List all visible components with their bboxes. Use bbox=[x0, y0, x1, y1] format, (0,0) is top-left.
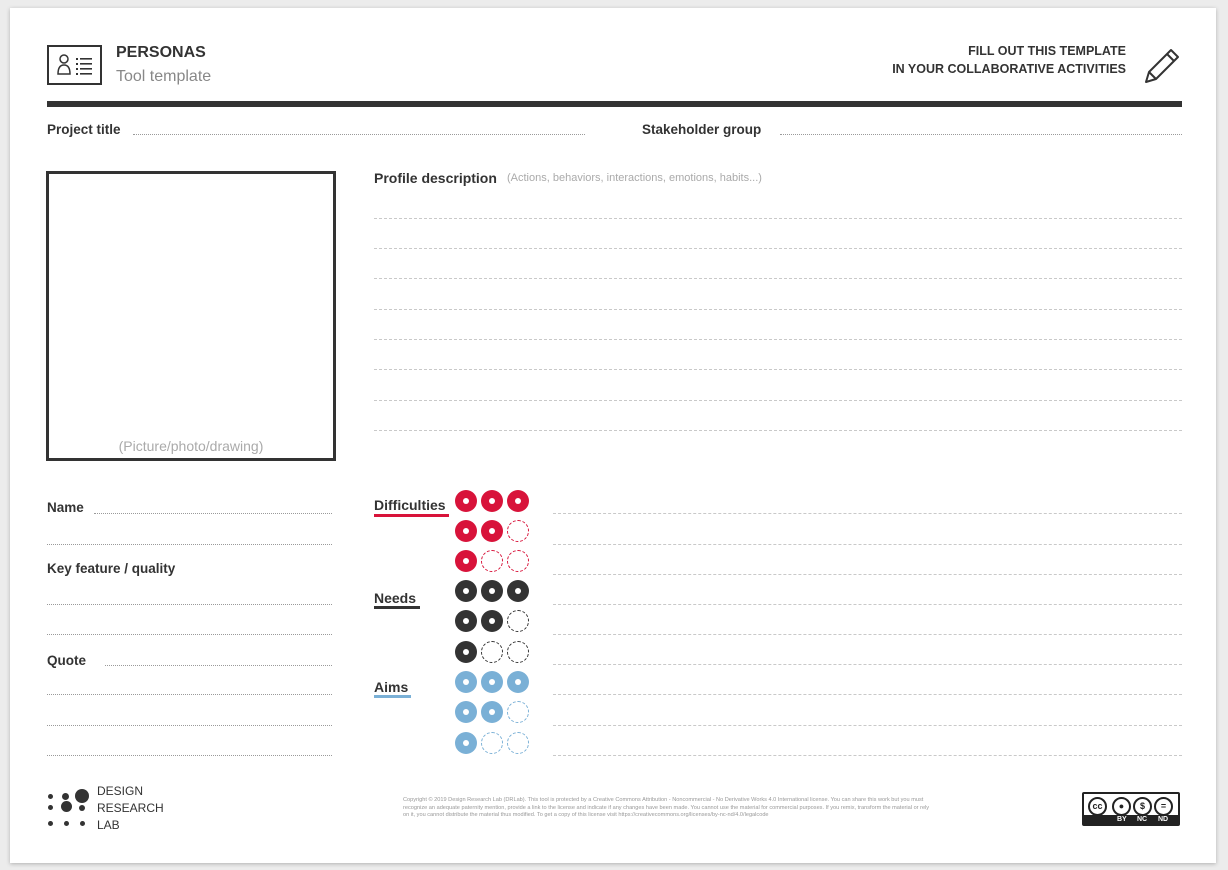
key-feature-line-1[interactable] bbox=[47, 604, 332, 605]
lab-line-3: LAB bbox=[97, 818, 120, 832]
cc-nc-text: NC bbox=[1137, 816, 1148, 823]
profile-description-label: Profile description bbox=[374, 170, 497, 186]
template-sheet bbox=[10, 8, 1216, 863]
quote-line-4[interactable] bbox=[47, 755, 332, 756]
difficulties-empty-circle-icon bbox=[481, 550, 503, 572]
difficulties-filled-circle-icon bbox=[507, 490, 529, 512]
aims-underline bbox=[374, 695, 411, 698]
instruction-line-1: FILL OUT THIS TEMPLATE bbox=[968, 44, 1126, 58]
aims-empty-circle-icon bbox=[481, 732, 503, 754]
needs-rating-row[interactable] bbox=[455, 641, 529, 663]
copyright-line-3: on it, you cannot distribute the material thus modified. To get a copy of this license visit https://creativecommons.org/licenses/by-nc-nd/4.0/legalcode bbox=[403, 812, 769, 818]
stakeholder-group-line[interactable] bbox=[780, 134, 1182, 135]
project-title-line[interactable] bbox=[133, 134, 585, 135]
name-label: Name bbox=[47, 500, 84, 515]
difficulties-underline bbox=[374, 514, 449, 517]
aims-filled-circle-icon bbox=[455, 671, 477, 693]
cc-by-icon: ● bbox=[1112, 797, 1131, 816]
project-title-label: Project title bbox=[47, 122, 121, 137]
copyright-text bbox=[403, 797, 1068, 820]
aims-filled-circle-icon bbox=[481, 701, 503, 723]
picture-box[interactable] bbox=[46, 171, 336, 461]
needs-filled-circle-icon bbox=[455, 641, 477, 663]
copyright-line-1: Copyright © 2019 Design Research Lab (DRLab). This tool is protected by a Creative Commons Attribution - Noncommercial - No Derivative Works 4.0 International license. You can share this work but you must bbox=[403, 797, 924, 803]
page-title: PERSONAS bbox=[116, 44, 206, 61]
quote-label: Quote bbox=[47, 653, 86, 668]
aims-filled-circle-icon bbox=[455, 732, 477, 754]
needs-filled-circle-icon bbox=[455, 580, 477, 602]
cc-by-text: BY bbox=[1117, 816, 1127, 823]
picture-hint: (Picture/photo/drawing) bbox=[118, 438, 264, 454]
aims-label: Aims bbox=[374, 679, 409, 695]
aims-rating-row[interactable] bbox=[455, 701, 529, 723]
needs-filled-circle-icon bbox=[481, 610, 503, 632]
difficulties-rating-row[interactable] bbox=[455, 490, 529, 512]
cc-license-badge[interactable] bbox=[1082, 792, 1180, 826]
needs-empty-circle-icon bbox=[507, 641, 529, 663]
difficulties-empty-circle-icon bbox=[507, 520, 529, 542]
quote-line-1[interactable] bbox=[105, 665, 332, 666]
needs-filled-circle-icon bbox=[481, 580, 503, 602]
needs-filled-circle-icon bbox=[507, 580, 529, 602]
aims-rating-row[interactable] bbox=[455, 732, 529, 754]
drlab-logo-text bbox=[97, 783, 164, 834]
cc-nd-icon: = bbox=[1154, 797, 1173, 816]
quote-line-2[interactable] bbox=[47, 694, 332, 695]
needs-filled-circle-icon bbox=[455, 610, 477, 632]
difficulties-empty-circle-icon bbox=[507, 550, 529, 572]
name-line-2[interactable] bbox=[47, 544, 332, 545]
key-feature-line-2[interactable] bbox=[47, 634, 332, 635]
page-subtitle: Tool template bbox=[116, 68, 212, 85]
aims-rating-row[interactable] bbox=[455, 671, 529, 693]
copyright-line-2: recognize an adequate paternity mention, provide a link to the license and indicate if any changes have been made. You cannot use the material for commercial purposes. If you remix, transform the material or rely bbox=[403, 804, 930, 811]
name-line[interactable] bbox=[94, 513, 332, 514]
difficulties-rating-row[interactable] bbox=[455, 520, 529, 542]
cc-icon: cc bbox=[1088, 797, 1107, 816]
stakeholder-group-label: Stakeholder group bbox=[642, 122, 762, 137]
persona-card-icon bbox=[47, 45, 102, 85]
quote-line-3[interactable] bbox=[47, 725, 332, 726]
cc-nd-text: ND bbox=[1158, 816, 1169, 823]
needs-empty-circle-icon bbox=[507, 610, 529, 632]
difficulties-filled-circle-icon bbox=[481, 520, 503, 542]
difficulties-filled-circle-icon bbox=[455, 490, 477, 512]
difficulties-filled-circle-icon bbox=[455, 550, 477, 572]
key-feature-label: Key feature / quality bbox=[47, 561, 176, 576]
difficulties-label: Difficulties bbox=[374, 497, 446, 513]
needs-rating-row[interactable] bbox=[455, 610, 529, 632]
aims-filled-circle-icon bbox=[481, 671, 503, 693]
aims-empty-circle-icon bbox=[507, 732, 529, 754]
aims-filled-circle-icon bbox=[507, 671, 529, 693]
aims-empty-circle-icon bbox=[507, 701, 529, 723]
lab-line-1: DESIGN bbox=[97, 784, 144, 798]
difficulties-filled-circle-icon bbox=[455, 520, 477, 542]
needs-rating-row[interactable] bbox=[455, 580, 529, 602]
needs-label: Needs bbox=[374, 590, 417, 606]
needs-empty-circle-icon bbox=[481, 641, 503, 663]
profile-description-hint: (Actions, behaviors, interactions, emotions, habits...) bbox=[507, 172, 762, 184]
lab-line-2: RESEARCH bbox=[97, 801, 164, 815]
instruction-line-2: IN YOUR COLLABORATIVE ACTIVITIES bbox=[892, 62, 1126, 76]
header-divider bbox=[47, 101, 1182, 107]
difficulties-filled-circle-icon bbox=[481, 490, 503, 512]
pencil-icon bbox=[1140, 44, 1184, 88]
cc-nc-icon: $ bbox=[1133, 797, 1152, 816]
difficulties-rating-row[interactable] bbox=[455, 550, 529, 572]
needs-underline bbox=[374, 606, 420, 609]
aims-filled-circle-icon bbox=[455, 701, 477, 723]
